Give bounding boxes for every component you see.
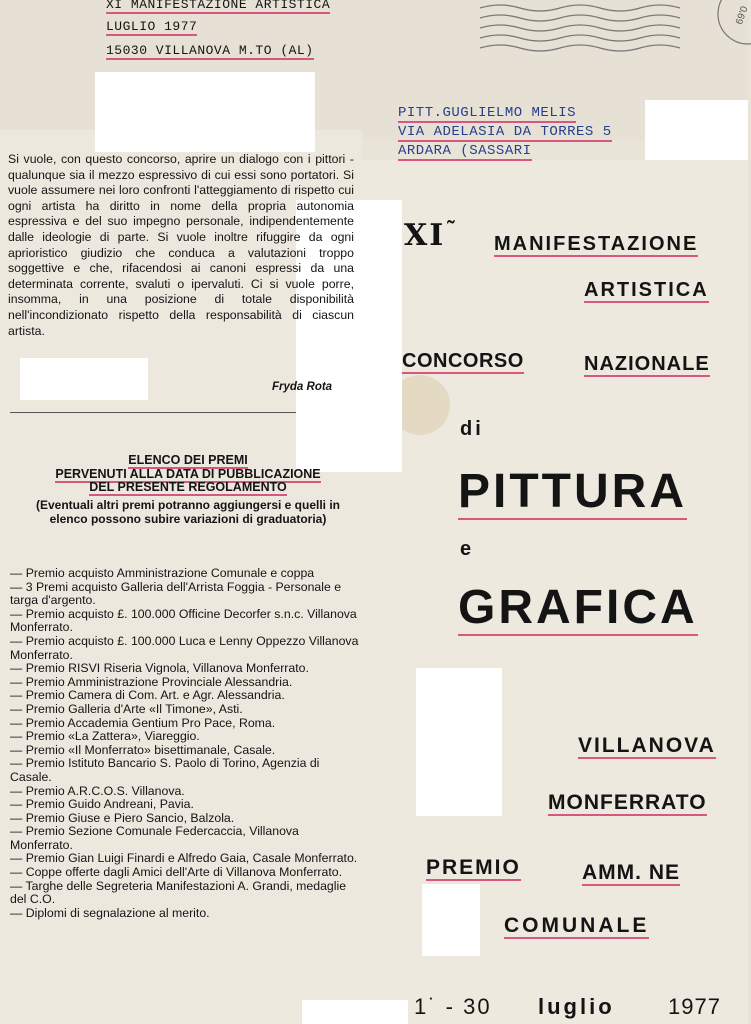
prize-item: — Premio Istituto Bancario S. Paolo di Torino, Agenzia di Casale.: [10, 756, 320, 784]
prize-item: — Coppe offerte dagli Amici dell'Arte di Villanova Monferrato.: [10, 865, 343, 880]
redaction: [645, 100, 748, 160]
poster-premio: PREMIO: [426, 856, 521, 879]
poster-pittura: PITTURA: [458, 465, 687, 518]
prize-item: — Premio Sezione Comunale Federcaccia, Villanova Monferrato.: [10, 824, 299, 852]
prize-item: — Premio Giuse e Piero Sancio, Balzola.: [10, 810, 235, 825]
prize-item: — Premio «Il Monferrato» bisettimanale, Casale.: [10, 742, 276, 757]
poster-di: di: [460, 418, 484, 440]
poster-comunale: COMUNALE: [504, 914, 650, 937]
poster-nazionale: NAZIONALE: [584, 353, 710, 375]
redaction: [416, 668, 502, 816]
prize-item: — Premio Galleria d'Arte «Il Timone», Asti.: [10, 701, 243, 716]
poster-e: e: [460, 538, 474, 560]
poster-grafica: GRAFICA: [458, 581, 698, 634]
redaction: [422, 884, 480, 956]
postmark-cancel-lines: [480, 0, 748, 60]
prize-item: — Premio A.R.C.O.S. Villanova.: [10, 783, 185, 798]
recipient-line-1: PITT.GUGLIELMO MELIS: [398, 105, 577, 121]
poster-manifestazione: MANIFESTAZIONE: [494, 233, 699, 255]
poster-monferrato: MONFERRATO: [548, 791, 707, 814]
sender-line-2: LUGLIO 1977: [106, 19, 198, 34]
prize-item: — 3 Premi acquisto Galleria dell'Arrista Foggia - Personale e targa d'argento.: [10, 579, 342, 608]
prize-item: — Premio acquisto Amministrazione Comunale e coppa: [10, 566, 315, 580]
prize-note: (Eventuali altri premi potranno aggiungersi e quelli in elenco possono subire variazioni di graduatoria): [35, 498, 341, 526]
poster-artistica: ARTISTICA: [584, 279, 709, 301]
poster-villanova: VILLANOVA: [578, 734, 716, 757]
prize-item: — Premio Guido Andreani, Pavia.: [10, 797, 194, 812]
poster-concorso: CONCORSO: [402, 350, 524, 372]
postmark-text: 69'0: [733, 4, 751, 27]
poster-date-range: 1˙ - 30: [414, 994, 492, 1019]
sender-line-3: 15030 VILLANOVA M.TO (AL): [106, 43, 314, 58]
poster-year: 1977: [668, 994, 721, 1019]
poster-ammne: AMM. NE: [582, 861, 680, 884]
poster-month: luglio: [538, 994, 615, 1019]
sender-line-1: XI MANIFESTAZIONE ARTISTICA: [106, 0, 330, 16]
prize-item: — Targhe delle Segreteria Manifestazioni A. Grandi, medaglie del C.O.: [10, 878, 347, 907]
redaction: [302, 1000, 408, 1024]
intro-paragraph: Si vuole, con questo concorso, aprire un dialogo con i pittori - qualunque sia il mezzo espressivo di cui essi sono portatori. Si vuole assumere nei loro confronti l'atteggiamento di rispetto cui ogni artista ha diritto in nome della propria autonomia espressiva e del suo impegno personale, indipendentemente dalle ideologie di parte. Si vuole inoltre rifuggire da ogni aprioristico giudizio che conduca a valutazioni troppo soggettive e che, rifacendosi ai canoni espressi da una determinata corrente, svaluti o ipervaluti. Ci si vuole porre, insomma, in una posizione di totale disponibilità nell'incondizionato rispetto della responsabilità di ciascun artista.: [8, 152, 354, 338]
signature: Fryda Rota: [272, 381, 333, 393]
prize-item: — Premio «La Zattera», Viareggio.: [10, 729, 200, 744]
prize-item: — Premio acquisto £. 100.000 Luca e Lenny Oppezzo Villanova Monferrato.: [10, 633, 359, 662]
prize-item: — Premio Gian Luigi Finardi e Alfredo Gaia, Casale Monferrato.: [10, 851, 358, 866]
recipient-line-3: ARDARA (SASSARI: [398, 143, 532, 159]
prize-heading: ELENCO DEI PREMI PERVENUTI ALLA DATA DI PUBBLICAZIONE DEL PRESENTE REGOLAMENTO: [55, 453, 321, 494]
prize-item: — Premio RISVI Riseria Vignola, Villanova Monferrato.: [10, 661, 309, 676]
recipient-line-2: VIA ADELASIA DA TORRES 5: [398, 124, 612, 140]
redaction: [95, 72, 315, 152]
prize-list: [10, 567, 360, 920]
prize-item: — Premio Accademia Gentium Pro Pace, Roma.: [10, 715, 276, 730]
prize-item: — Premio Camera di Com. Art. e Agr. Alessandria.: [10, 688, 285, 703]
prize-item: — Premio Amministrazione Provinciale Alessandria.: [10, 674, 293, 689]
prize-item: — Premio acquisto £. 100.000 Officine Decorfer s.n.c. Villanova Monferrato.: [10, 606, 357, 635]
prize-item: — Diplomi di segnalazione al merito.: [10, 905, 210, 920]
redaction: [20, 358, 148, 400]
edition-numeral: XI˜: [404, 218, 459, 253]
